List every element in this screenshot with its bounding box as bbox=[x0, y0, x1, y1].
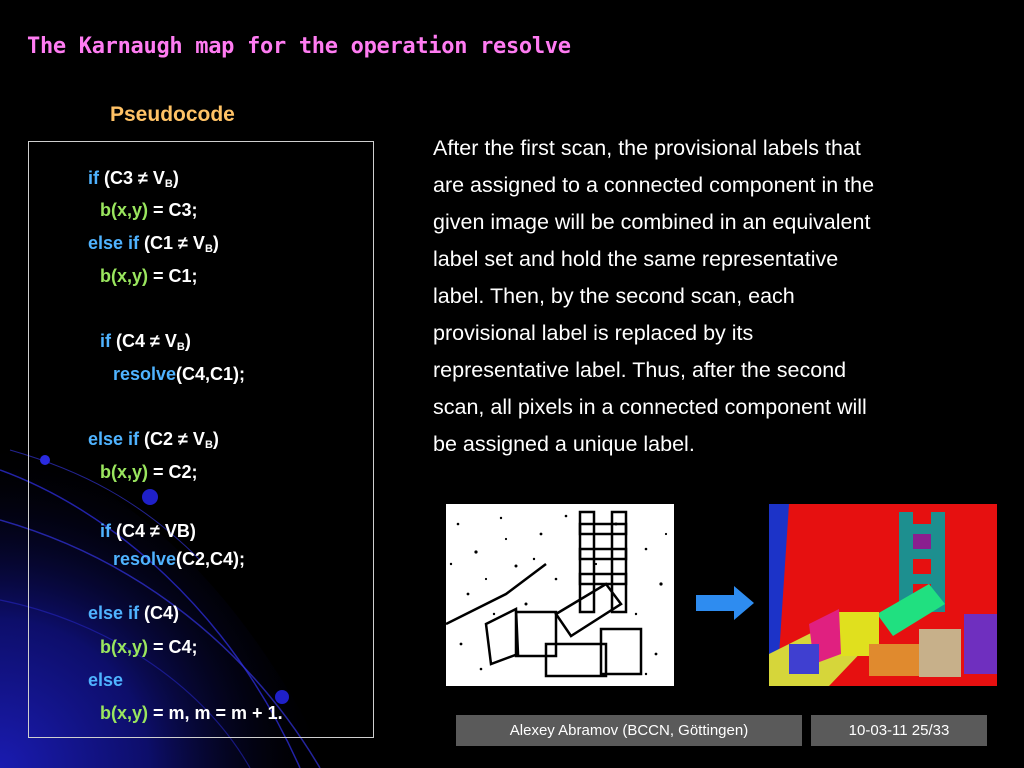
code-text: (C2,C4); bbox=[176, 549, 246, 569]
code-line bbox=[88, 670, 123, 691]
footer-date-page: 10-03-11 25/33 bbox=[811, 715, 987, 746]
code-variable: b(x,y) bbox=[100, 200, 149, 220]
code-text: (C4) bbox=[144, 603, 180, 623]
code-line bbox=[88, 168, 179, 189]
code-line bbox=[88, 429, 219, 450]
code-subscript: B bbox=[164, 178, 173, 190]
code-variable: b(x,y) bbox=[100, 637, 149, 657]
code-keyword: else if bbox=[88, 603, 140, 623]
code-keyword: resolve bbox=[113, 364, 177, 384]
code-keyword: resolve bbox=[113, 549, 177, 569]
code-variable: b(x,y) bbox=[100, 462, 149, 482]
code-subscript: B bbox=[176, 341, 185, 353]
code-line bbox=[100, 637, 198, 658]
code-keyword: else if bbox=[88, 429, 140, 449]
description-line: label set and hold the same representative bbox=[433, 247, 839, 271]
code-text: ) bbox=[212, 429, 219, 449]
code-text: ) bbox=[212, 233, 219, 253]
code-keyword: else if bbox=[88, 233, 140, 253]
code-keyword: if bbox=[100, 331, 111, 351]
code-subscript: B bbox=[204, 439, 213, 451]
code-line bbox=[100, 703, 283, 724]
description-line: scan, all pixels in a connected component will bbox=[433, 395, 867, 419]
code-line bbox=[100, 462, 198, 483]
code-line bbox=[100, 521, 196, 542]
code-text: = C3; bbox=[148, 200, 198, 220]
code-line bbox=[100, 331, 191, 352]
description-line: given image will be combined in an equivalent bbox=[433, 210, 871, 234]
description-line: label. Then, by the second scan, each bbox=[433, 284, 795, 308]
pseudocode-heading: Pseudocode bbox=[110, 103, 235, 126]
description-line: After the first scan, the provisional labels that bbox=[433, 136, 861, 160]
code-line bbox=[113, 549, 245, 570]
footer-author: Alexey Abramov (BCCN, Göttingen) bbox=[456, 715, 802, 746]
code-text: (C4,C1); bbox=[176, 364, 246, 384]
code-text: ) bbox=[184, 331, 191, 351]
code-text: (C1 ≠ V bbox=[144, 233, 205, 253]
description-line: representative label. Thus, after the second bbox=[433, 358, 847, 382]
code-text: = C4; bbox=[148, 637, 198, 657]
code-variable: b(x,y) bbox=[100, 266, 149, 286]
code-text: (C2 ≠ V bbox=[144, 429, 205, 449]
code-keyword: if bbox=[88, 168, 99, 188]
code-text: (C4 ≠ VB) bbox=[116, 521, 196, 541]
code-variable: b(x,y) bbox=[100, 703, 149, 723]
code-text: (C3 ≠ V bbox=[104, 168, 165, 188]
code-text: = C1; bbox=[148, 266, 198, 286]
code-keyword: else bbox=[88, 670, 124, 690]
code-line bbox=[88, 603, 179, 624]
code-line bbox=[100, 200, 198, 221]
edge-image bbox=[446, 504, 674, 686]
code-line bbox=[88, 233, 219, 254]
right-arrow-icon bbox=[696, 586, 756, 620]
code-line bbox=[113, 364, 245, 385]
description-line: provisional label is replaced by its bbox=[433, 321, 754, 345]
labeled-image bbox=[769, 504, 997, 686]
description-paragraph bbox=[433, 130, 973, 463]
slide-title: The Karnaugh map for the operation resolve bbox=[27, 34, 571, 59]
code-keyword: if bbox=[100, 521, 111, 541]
description-line: are assigned to a connected component in the bbox=[433, 173, 875, 197]
description-line: be assigned a unique label. bbox=[433, 432, 695, 456]
code-subscript: B bbox=[204, 243, 213, 255]
code-text: ) bbox=[172, 168, 179, 188]
code-text: (C4 ≠ V bbox=[116, 331, 177, 351]
code-text: = C2; bbox=[148, 462, 198, 482]
code-line bbox=[100, 266, 198, 287]
code-text: = m, m = m + 1. bbox=[148, 703, 283, 723]
